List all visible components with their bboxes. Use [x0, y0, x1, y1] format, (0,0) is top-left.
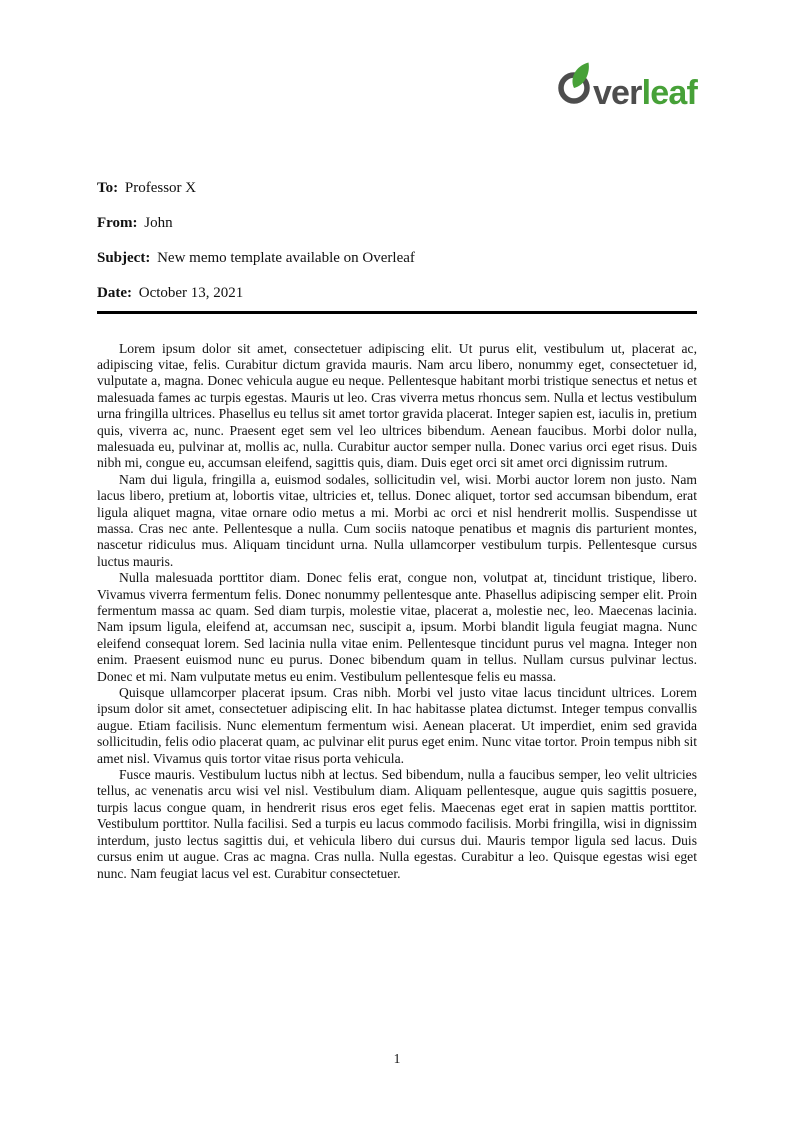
body-paragraph-5: Fusce mauris. Vestibulum luctus nibh at lectus. Sed bibendum, nulla a faucibus semper, leo velit ultricies tellus, ac venenatis arcu wisi vel nisl. Vestibulum diam. Aliquam pellentesque, augue quis sagittis posuere, turpis lacus congue quam, in hendrerit risus eros eget felis. Maecenas eget erat in sapien mattis porttitor. Vestibulum porttitor. Nulla facilisi. Sed a turpis eu lacus commodo facilisis. Morbi fringilla, wisi in dignissim interdum, justo lectus sagittis dui, et vehicula libero dui cursus dui. Mauris tempor ligula sed lacus. Duis cursus enim ut augue. Cras ac magna. Cras nulla. Nulla egestas. Curabitur a leo. Quisque egestas wisi eget nunc. Nam feugiat lacus vel est. Curabitur consectetuer.	[97, 767, 697, 881]
page-number: 1	[393, 1051, 401, 1066]
body-paragraph-1: Lorem ipsum dolor sit amet, consectetuer adipiscing elit. Ut purus elit, vestibulum ut, placerat ac, adipiscing vitae, felis. Curabitur dictum gravida mauris. Nam arcu libero, nonummy eget, consectetuer id, vulputate a, magna. Donec vehicula augue eu neque. Pellentesque habitant morbi tristique senectus et netus et malesuada fames ac turpis egestas. Mauris ut leo. Cras viverra metus rhoncus sem. Nulla et lectus vestibulum urna fringilla ultrices. Phasellus eu tellus sit amet tortor gravida placerat. Integer sapien est, iaculis in, pretium quis, viverra ac, nunc. Praesent eget sem vel leo ultrices bibendum. Aenean faucibus. Morbi dolor nulla, malesuada eu, pulvinar at, mollis ac, nulla. Curabitur auctor semper nulla. Donec varius orci eget risus. Duis nibh mi, congue eu, accumsan eleifend, sagittis quis, diam. Duis eget orci sit amet orci dignissim rutrum.	[97, 340, 697, 471]
field-label: From:	[97, 215, 138, 231]
field-label: Date:	[97, 285, 132, 301]
memo-field-from	[97, 215, 697, 232]
logo-row	[97, 0, 697, 112]
memo-field-to	[97, 180, 697, 197]
memo-field-subject	[97, 250, 697, 267]
body-paragraph-2: Nam dui ligula, fringilla a, euismod sodales, sollicitudin vel, wisi. Morbi auctor lorem non justo. Nam lacus libero, pretium at, lobortis vitae, ultricies et, tellus. Donec aliquet, tortor sed accumsan bibendum, erat ligula aliquet magna, vitae ornare odio metus a mi. Morbi ac orci et nisl hendrerit mollis. Suspendisse ut massa. Cras nec ante. Pellentesque a nulla. Cum sociis natoque penatibus et magnis dis parturient montes, nascetur ridiculus mus. Aliquam tincidunt urna. Nulla ullamcorper vestibulum turpis. Pellentesque cursus luctus mauris.	[97, 471, 697, 569]
field-value: Professor X	[124, 180, 197, 196]
field-label: Subject:	[97, 250, 151, 266]
memo-divider	[97, 311, 697, 314]
field-value: October 13, 2021	[138, 285, 244, 301]
memo-body	[97, 341, 697, 882]
overleaf-o-leaf-icon	[555, 60, 595, 104]
overleaf-logo	[555, 60, 697, 112]
body-paragraph-3: Nulla malesuada porttitor diam. Donec felis erat, congue non, volutpat at, tincidunt tristique, libero. Vivamus viverra fermentum felis. Donec nonummy pellentesque ante. Phasellus adipiscing semper elit. Proin fermentum massa ac quam. Sed diam turpis, molestie vitae, placerat a, molestie nec, leo. Maecenas lacinia. Nam ipsum ligula, eleifend at, accumsan nec, suscipit a, ipsum. Morbi blandit ligula feugiat magna. Nunc eleifend consequat lorem. Sed lacinia nulla vitae enim. Pellentesque tincidunt purus vel magna. Integer non enim. Praesent euismod nunc eu purus. Donec bibendum quam in tellus. Nullam cursus pulvinar lectus. Donec et mi. Nam vulputate metus eu enim. Vestibulum pellentesque felis eu massa.	[97, 570, 697, 684]
logo-text-ver: ver	[592, 74, 642, 112]
memo-header	[97, 180, 697, 302]
field-label: To:	[97, 180, 119, 196]
memo-field-date	[97, 285, 697, 302]
field-value: New memo template available on Overleaf	[157, 250, 415, 266]
logo-text-leaf: leaf	[641, 74, 697, 112]
field-value: John	[144, 215, 173, 231]
body-paragraph-4: Quisque ullamcorper placerat ipsum. Cras nibh. Morbi vel justo vitae lacus tincidunt ultrices. Lorem ipsum dolor sit amet, consectetuer adipiscing elit. In hac habitasse platea dictumst. Integer tempus convallis augue. Etiam facilisis. Nunc elementum fermentum wisi. Aenean placerat. Ut imperdiet, enim sed gravida sollicitudin, felis odio placerat quam, ac pulvinar elit purus eget enim. Nunc vitae tortor. Proin tempus nibh sit amet nisl. Vivamus quis tortor vitae risus porta vehicula.	[97, 685, 697, 766]
